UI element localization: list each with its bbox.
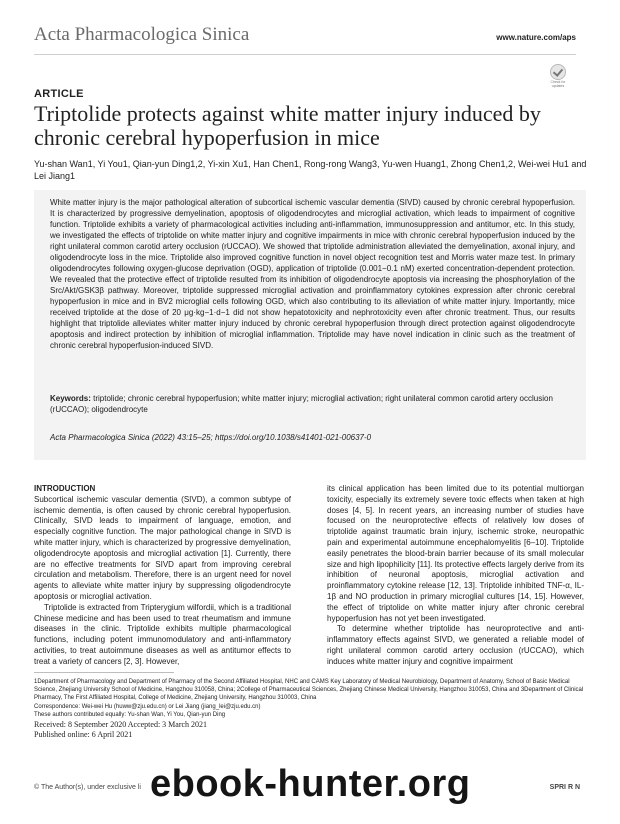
abstract-text: White matter injury is the major pathological alteration of subcortical ischemic vascular dementia (SIVD) caused by chronic cerebral hypoperfusion. It is characterized by progressive demyelination, apoptosis of oligodendrocytes and microglial activation, which leads to impairment of cognitive function. Triptolide exhibits a variety of pharmacological activities including anti-inflammation, immunosuppression and antitumor, etc. In this study, we investigated the effects of triptolide on white matter injury and cognitive impairments in mice with chronic cerebral hypoperfusion induced by the right unilateral common carotid artery occlusion (rUCCAO). We showed that triptolide administration alleviated the demyelination, axonal injury, and oligodendrocyte loss in the mice. Triptolide also improved cognitive function in novel object recognition test and Morris water maze test. In primary oligodendrocytes following oxygen-glucose deprivation (OGD), application of triptolide (0.001−0.1 nM) exerted concentration-dependent protection. We revealed that the protective effect of triptolide resulted from its inhibition of oligodendrocyte apoptosis via increasing the phosphorylation of the Src/Akt/GSK3β pathway. Moreover, triptolide suppressed microglial activation and proinflammatory cytokines expression after chronic cerebral hypoperfusion in mice and in BV2 microglial cells following OGD, which also contributing to its alleviation of white matter injury. Importantly, mice received triptolide at the dose of 20 μg·kg−1·d−1 did not show hepatotoxicity and nephrotoxicity even after chronic treatment. Thus, our results highlight that triptolide alleviates whiter matter injury induced by chronic cerebral hypoperfusion through direct protection against oligodendrocyte apoptosis and indirect protection by inhibition of microglial inflammation. Triptolide may have novel indication in clinic such as the treatment of chronic cerebral hypoperfusion-induced SIVD.: [50, 198, 575, 350]
affiliations: [34, 678, 589, 719]
published-online: Published online: 6 April 2021: [34, 730, 133, 739]
equal-contribution: These authors contributed equally: Yu-shan Wan, Yi You, Qian-yun Ding: [34, 711, 226, 718]
body-paragraph: Triptolide is extracted from Tripterygium wilfordii, which is a traditional Chinese medicine and has been used to treat rheumatism and immune diseases in the clinic. Triptolide exhibits multiple pharmacological functions, including potent immunomodulatory and anti-inflammatory activities, to treat autoimmune diseases as well as antitumor effects to treat a variety of cancers [2, 3]. However,: [34, 602, 291, 666]
keywords-text: triptolide; chronic cerebral hypoperfusion; white matter injury; microglial activation; right unilateral common carotid artery occlusion (rUCCAO); oligodendrocyte: [50, 394, 553, 414]
author-list: Yu-shan Wan1, Yi You1, Qian-yun Ding1,2, Yi-xin Xu1, Han Chen1, Rong-rong Wang3, Yu-wen Huang1, Zhong Chen1,2, Wei-wei Hu1 and Lei Jiang1: [34, 159, 587, 181]
check-icon: [550, 64, 566, 80]
keywords-label: Keywords:: [50, 394, 91, 403]
affiliation-text: 1Department of Pharmacology and Department of Pharmacy of the Second Affiliated Hospital, NHC and CAMS Key Laboratory of Medical Neurobiology, Department of Anatomy, School of Basic Medical Science, Zhejiang University School of Medicine, Hangzhou 310058, China; 2College of Pharmaceutical Sciences, Zhejiang Chinese Medical University, Hangzhou 310053, China and 3Department of Clinical Pharmacy, The First Affiliated Hospital, College of Medicine, Zhejiang University, Hangzhou 310003, China: [34, 679, 584, 702]
left-column: [34, 484, 291, 668]
journal-name: Acta Pharmacologica Sinica: [34, 24, 250, 45]
publisher-logo: SPRI R N: [549, 784, 580, 791]
footnote-rule: [34, 672, 174, 673]
article-type: ARTICLE: [34, 88, 84, 100]
copyright-notice: © The Author(s), under exclusive li: [34, 784, 141, 791]
right-column: [327, 484, 584, 668]
article-title: Triptolide protects against white matter injury induced by chronic cerebral hypoperfusion in mice: [34, 101, 541, 150]
received-accepted: Received: 8 September 2020 Accepted: 3 March 2021: [34, 720, 208, 729]
check-for-updates-badge[interactable]: [547, 64, 569, 90]
watermark: ebook-hunter.org: [150, 763, 471, 805]
header-rule: [34, 54, 576, 55]
correspondence: Correspondence: Wei-wei Hu (huww@zju.edu.cn) or Lei Jiang (jiang_lei@zju.edu.cn): [34, 703, 261, 710]
publication-dates: [34, 720, 207, 740]
journal-url[interactable]: www.nature.com/aps: [496, 33, 576, 42]
citation-line: [50, 432, 575, 443]
citation-text: Acta Pharmacologica Sinica (2022) 43:15–25; https://doi.org/10.1038/s41401-021-00637-0: [50, 433, 372, 442]
body-paragraph: Subcortical ischemic vascular dementia (SIVD), a common subtype of ischemic dementia, is often caused by chronic cerebral hypoperfusion. Clinically, SIVD leads to impairment of language, emotion, and especially cognitive function. The major pathological change in SIVD is white matter injury, which is characterized by progressive demyelination, oligodendrocyte apoptosis and microglial activation [1]. Currently, there are no effective treatments for SIVD apart from improving cerebral circulation and metabolism. Therefore, there is an urgent need for novel agents to alleviate white matter injury by suppressing oligodendrocyte apoptosis or microglial activation.: [34, 494, 291, 601]
body-paragraph: To determine whether triptolide has neuroprotective and anti-inflammatory effects against SIVD, we generated a reliable model of right unilateral common carotid artery occlusion (rUCCAO), which induces white matter injury and cognitive impairment: [327, 624, 584, 666]
keywords: [50, 393, 575, 415]
section-heading-introduction: INTRODUCTION: [34, 484, 96, 493]
badge-label: Check for updates: [550, 80, 566, 88]
body-paragraph: its clinical application has been limited due to its potential multiorgan toxicity, especially its extremely severe toxic effects when taken at high doses [4, 5]. In recent years, an increasing number of studies have focused on the neuroprotective effects of relatively low doses of triptolide against traumatic brain injury, ischemic stroke, neuropathic pain and experimental autoimmune encephalomyelitis [6–10]. Triptolide easily penetrates the blood-brain barrier because of its small molecular size and high lipophilicity [11]. Its protective effects largely derive from its inhibition of neuronal apoptosis, microglial activation and proinflammatory cytokine release [12, 13]. Triptolide inhibited TNF-α, IL-1β and NO production in primary microglial cultures [14, 15]. However, the effect of triptolide on white matter injury after chronic cerebral hypoperfusion has not yet been investigated.: [327, 484, 584, 623]
